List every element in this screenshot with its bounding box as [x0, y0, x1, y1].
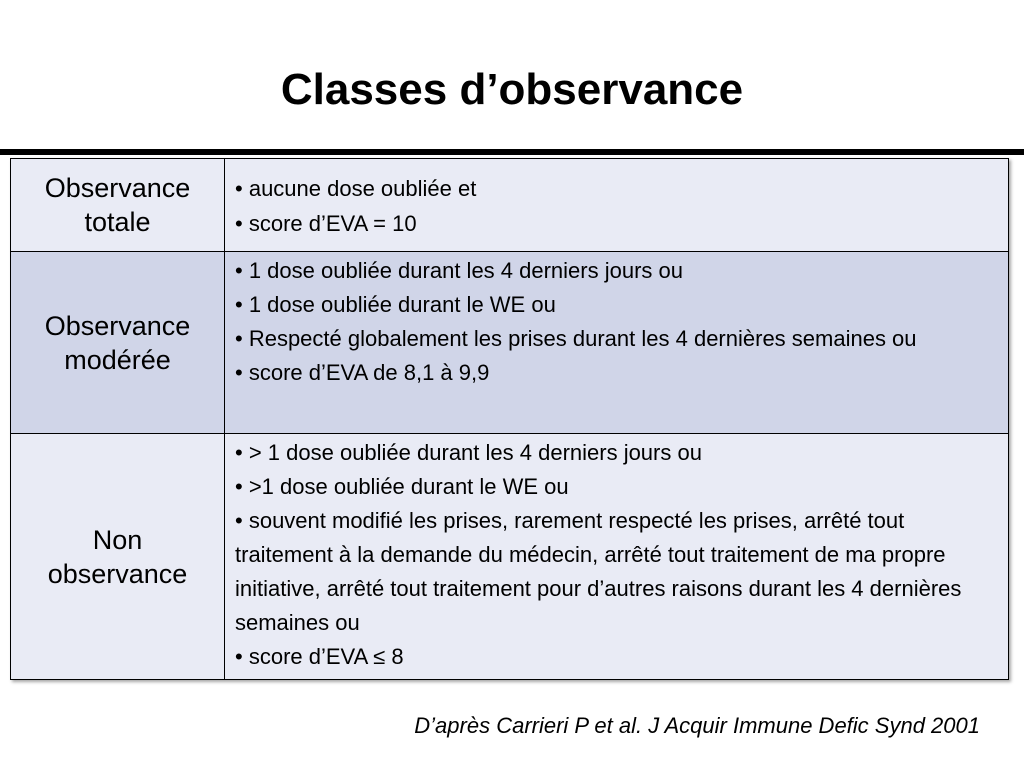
category-cell: [11, 159, 225, 252]
category-cell: [11, 434, 225, 680]
criteria-item: • aucune dose oubliée et: [235, 171, 1000, 206]
criteria-item: • score d’EVA = 10: [235, 206, 1000, 241]
slide-title: Classes d’observance: [280, 65, 744, 114]
criteria-item: • > 1 dose oubliée durant les 4 derniers jours ou: [235, 436, 1000, 470]
category-label-line: observance: [47, 558, 188, 589]
criteria-cell: [225, 434, 1009, 680]
criteria-item: • >1 dose oubliée durant le WE ou: [235, 470, 1000, 504]
observance-classes-table: [10, 158, 1009, 680]
criteria-item: • 1 dose oubliée durant le WE ou: [235, 288, 1000, 322]
category-label-line: Observance: [44, 310, 191, 341]
criteria-cell: [225, 159, 1009, 252]
criteria-list: [235, 171, 1000, 241]
category-label-line: Non: [92, 524, 143, 555]
table-row-non-observance: [11, 434, 1009, 680]
criteria-item: • Respecté globalement les prises durant les 4 dernières semaines ou: [235, 322, 1000, 356]
source-citation: D’après Carrieri P et al. J Acquir Immune Defic Synd 2001: [414, 713, 980, 738]
category-label-line: Observance: [44, 173, 191, 203]
title-divider: [0, 149, 1024, 155]
category-label-line: modérée: [64, 344, 171, 375]
criteria-list: [235, 254, 1000, 390]
category-cell: [11, 252, 225, 434]
table-row-observance-totale: [11, 159, 1009, 252]
criteria-item: • score d’EVA de 8,1 à 9,9: [235, 356, 1000, 390]
criteria-item: • souvent modifié les prises, rarement respecté les prises, arrêté tout traitement à la demande du médecin, arrêté tout traitement de ma propre initiative, arrêté tout traitement pour d’autres raisons durant les 4 dernières semaines ou: [235, 504, 1000, 640]
table-row-observance-moderee: [11, 252, 1009, 434]
criteria-cell: [225, 252, 1009, 434]
category-label-line: totale: [84, 207, 151, 237]
criteria-item: • 1 dose oubliée durant les 4 derniers jours ou: [235, 254, 1000, 288]
criteria-item: • score d’EVA ≤ 8: [235, 640, 1000, 674]
criteria-list: [235, 436, 1000, 674]
